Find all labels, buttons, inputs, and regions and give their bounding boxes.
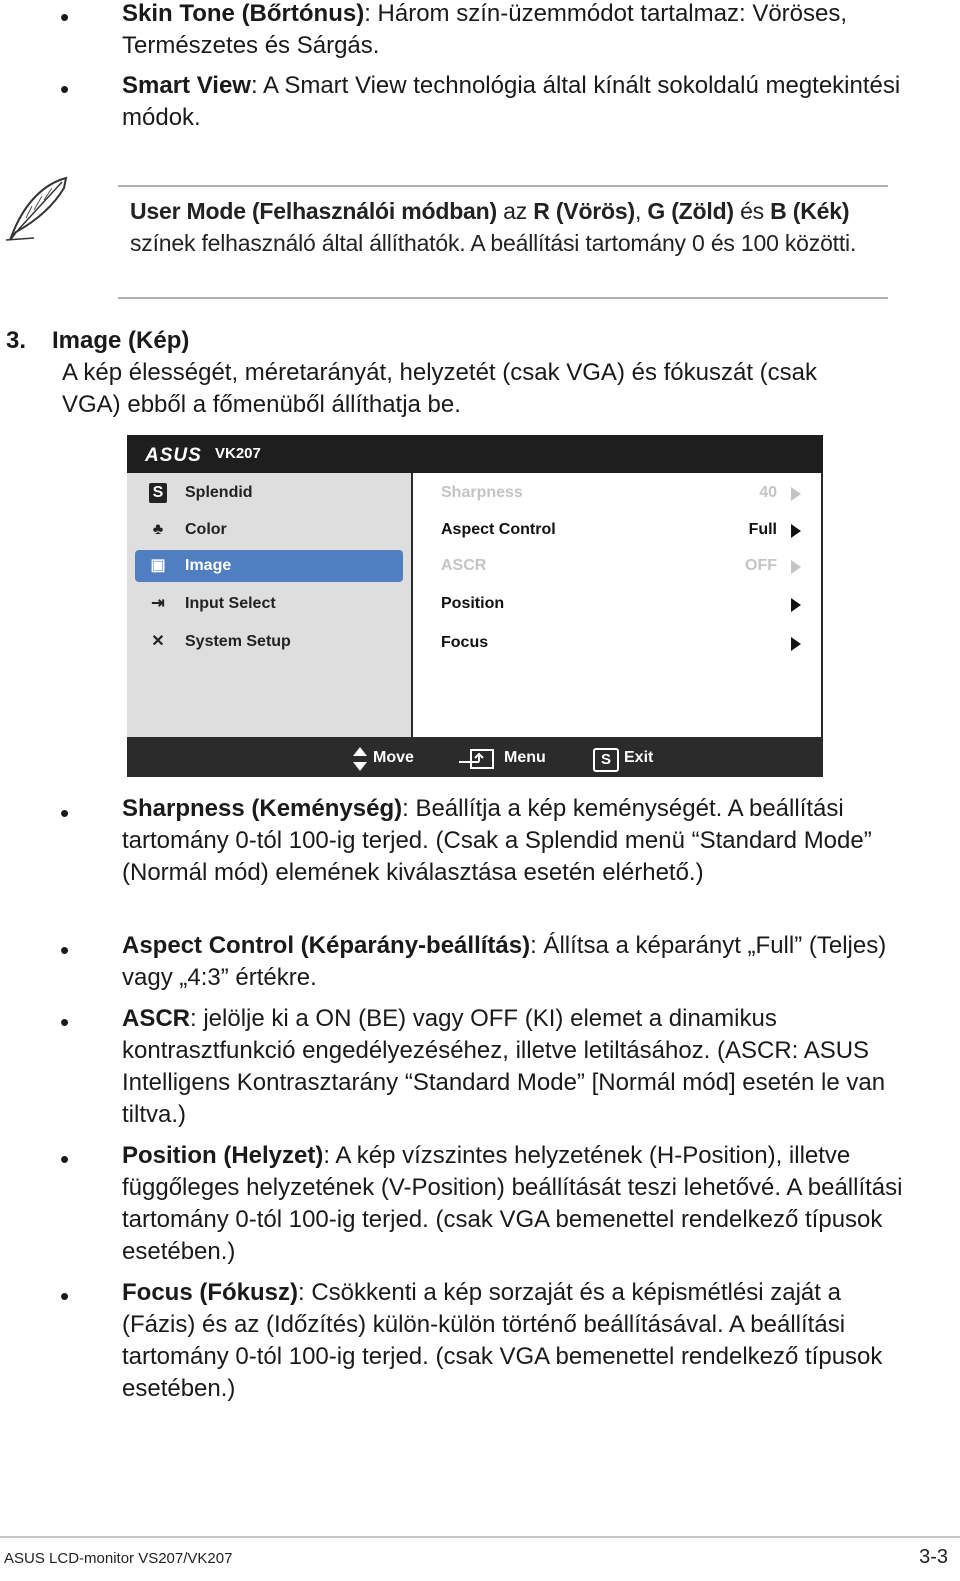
footer-exit-label: Exit <box>624 749 654 766</box>
bullet-text <box>122 1003 912 1131</box>
osd-menu-label: System Setup <box>185 633 291 650</box>
bullet-dot: • <box>60 1281 70 1311</box>
bullet-dot: • <box>60 2 70 32</box>
system-setup-icon: ✕ <box>151 633 165 650</box>
bullet-text <box>122 930 912 994</box>
arrow-right-icon <box>791 637 801 651</box>
arrow-right-icon <box>791 487 801 501</box>
note-text-segment: színek felhasználó által állíthatók. A beállítási tartomány 0 és 100 közötti. <box>130 230 857 256</box>
osd-menu-label: Input Select <box>185 595 276 612</box>
osd-option-value: OFF <box>745 557 777 574</box>
osd-menu-system-setup[interactable] <box>135 626 403 658</box>
osd-menu-label: Splendid <box>185 484 253 501</box>
feather-pen-icon <box>4 174 70 244</box>
footer-move-label: Move <box>373 749 414 766</box>
osd-menu-color[interactable] <box>135 514 403 546</box>
section-number: 3. <box>6 327 27 354</box>
osd-footer <box>127 739 823 777</box>
osd-option-name: Sharpness <box>441 484 523 501</box>
osd-main-menu <box>127 473 411 737</box>
osd-option-value: Full <box>748 521 777 538</box>
bullet-term: Aspect Control (Képarány-beállítás) <box>122 932 531 959</box>
bullet-desc: : Beállítja a kép keménységét. A beállítási tartomány 0-tól 100-ig terjed. (Csak a Splendid menü “Standard Mode” (Normál mód) elemének kiválasztása esetén elérhető.) <box>122 795 872 886</box>
bullet-dot: • <box>60 935 70 965</box>
footer-menu-label: Menu <box>504 749 546 766</box>
exit-s-icon: S <box>593 748 619 772</box>
osd-submenu <box>413 473 821 737</box>
section-title <box>6 325 189 357</box>
move-updown-icon <box>353 747 367 771</box>
osd-model: VK207 <box>215 445 261 462</box>
osd-option-value: 40 <box>759 484 777 501</box>
color-icon: ♣ <box>152 521 164 538</box>
bullet-desc: : Három szín-üzemmódot tartalmaz: Vöröses, Természetes és Sárgás. <box>122 0 848 59</box>
bullet-term: Smart View <box>122 72 251 99</box>
bullet-text <box>122 1140 912 1268</box>
osd-option-name: Focus <box>441 634 489 651</box>
bullet-desc: : A Smart View technológia által kínált sokoldalú megtekintési módok. <box>122 72 901 131</box>
osd-menu-splendid[interactable] <box>135 477 403 509</box>
menu-enter-icon <box>459 748 495 770</box>
page-number: 3-3 <box>919 1546 948 1568</box>
bullet-term: Focus (Fókusz) <box>122 1279 299 1306</box>
osd-option-sharpness[interactable] <box>441 481 801 505</box>
osd-menu-label: Image <box>185 557 232 574</box>
bullet-desc: : A kép vízszintes helyzetének (H-Position), illetve függőleges helyzetének (V-Position) beállítását teszi lehetővé. A beállítási tartomány 0-tól 100-ig terjed. (csak VGA bemenettel rendelkező típusok esetében.) <box>122 1142 903 1265</box>
note-text <box>130 195 870 259</box>
osd-menu <box>127 435 823 777</box>
osd-menu-image[interactable] <box>135 550 403 582</box>
bullet-term: Sharpness (Keménység) <box>122 795 403 822</box>
arrow-right-icon <box>791 560 801 574</box>
footer-rule <box>0 1536 960 1538</box>
osd-option-aspect-control[interactable] <box>441 518 801 542</box>
note-text-segment: , <box>634 198 648 224</box>
osd-menu-label: Color <box>185 521 227 538</box>
osd-option-ascr[interactable] <box>441 554 801 578</box>
osd-option-position[interactable] <box>441 592 801 616</box>
note-text-segment: az <box>496 198 534 224</box>
osd-option-name: Position <box>441 595 505 612</box>
osd-option-focus[interactable] <box>441 631 801 655</box>
input-select-icon: ⇥ <box>151 595 165 612</box>
image-icon: ▣ <box>150 557 166 574</box>
arrow-right-icon <box>791 598 801 612</box>
section-title-text: Image (Kép) <box>52 327 190 354</box>
osd-header <box>127 435 823 473</box>
note-term-b: B (Kék) <box>770 198 850 224</box>
note-term-r: R (Vörös) <box>533 198 635 224</box>
note-term-user-mode: User Mode (Felhasználói módban) <box>130 198 497 224</box>
arrow-right-icon <box>791 524 801 538</box>
bullet-text <box>122 0 912 62</box>
bullet-desc: : jelölje ki a ON (BE) vagy OFF (KI) elemet a dinamikus kontrasztfunkció engedélyezéséhez, illetve letiltásához. (ASCR: ASUS Intelligens Kontrasztarány “Standard Mode” [Normál mód] esetén le van tiltva.) <box>122 1005 886 1128</box>
note-bottom-rule <box>118 297 888 299</box>
asus-logo: ASUS <box>145 445 202 466</box>
splendid-icon: S <box>149 483 167 503</box>
bullet-dot: • <box>60 1007 70 1037</box>
osd-menu-input-select[interactable] <box>135 588 403 620</box>
section-description: A kép élességét, méretarányát, helyzetét (csak VGA) és fókuszát (csak VGA) ebből a főmenüből állíthatja be. <box>62 359 818 418</box>
bullet-text <box>122 1277 912 1405</box>
bullet-dot: • <box>60 1144 70 1174</box>
bullet-dot: • <box>60 74 70 104</box>
osd-option-name: Aspect Control <box>441 521 556 538</box>
bullet-text <box>122 793 912 889</box>
bullet-dot: • <box>60 798 70 828</box>
bullet-desc: : Állítsa a képarányt „Full” (Teljes) vagy „4:3” értékre. <box>122 932 887 991</box>
note-top-rule <box>118 185 888 187</box>
bullet-desc: : Csökkenti a kép sorzaját és a képismétlési zaját a (Fázis) és az (Időzítés) külön-külön történő beállításával. A beállítási tartomány 0-tól 100-ig terjed. (csak VGA bemenettel rendelkező típusok esetében.) <box>122 1279 883 1402</box>
note-text-segment: és <box>733 198 771 224</box>
bullet-term: Position (Helyzet) <box>122 1142 324 1169</box>
bullet-term: ASCR <box>122 1005 191 1032</box>
footer-product-name: ASUS LCD-monitor VS207/VK207 <box>4 1550 233 1567</box>
osd-option-name: ASCR <box>441 557 487 574</box>
bullet-text <box>122 70 912 134</box>
bullet-term: Skin Tone (Bőrtónus) <box>122 0 365 27</box>
note-term-g: G (Zöld) <box>647 198 734 224</box>
